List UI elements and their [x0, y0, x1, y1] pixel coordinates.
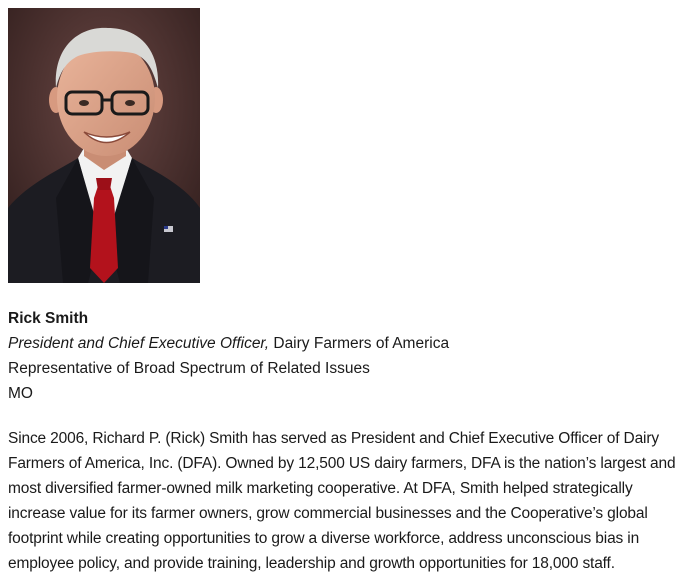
bio-header — [8, 306, 688, 406]
biography-paragraph: Since 2006, Richard P. (Rick) Smith has served as President and Chief Executive Officer of Dairy Farmers of America, Inc. (DFA). Owned by 12,500 US dairy farmers, DFA is the nation’s largest and most diversified farmer-owned milk marketing cooperative. At DFA, Smith helped strategically increase value for its farmer owners, grow commercial businesses and the Cooperative’s global footprint while creating opportunities to grow a diverse workforce, address unconscious bias in employee policy, and provide training, leadership and growth opportunities for 18,000 staff. — [8, 430, 676, 572]
profile-photo — [8, 8, 200, 283]
representation: Representative of Broad Spectrum of Related Issues — [8, 360, 370, 377]
state: MO — [8, 385, 33, 402]
position-line — [8, 331, 688, 356]
job-title: President and Chief Executive Officer, — [8, 335, 270, 352]
organization: Dairy Farmers of America — [269, 335, 450, 352]
person-name: Rick Smith — [8, 310, 89, 327]
